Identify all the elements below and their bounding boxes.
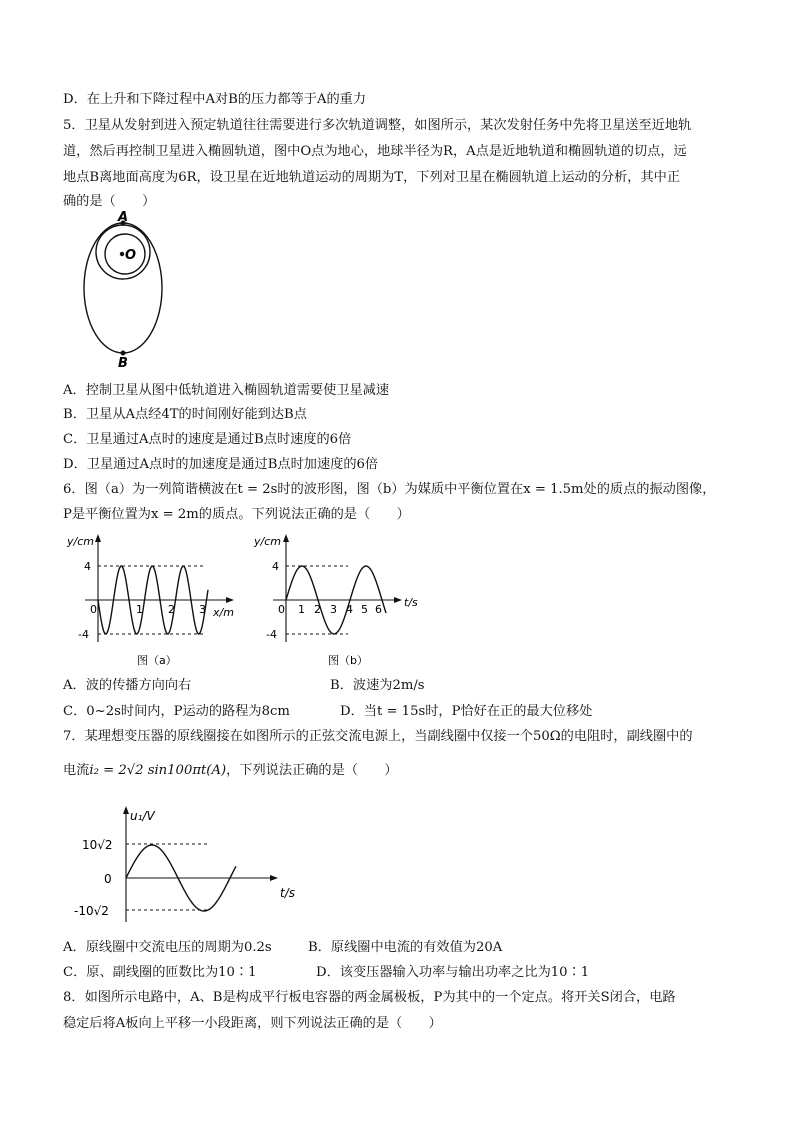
t-tick-2: 2	[314, 603, 321, 616]
y-axis-label: y/cm	[254, 535, 281, 548]
q5-option-c: C．卫星通过A点时的速度是通过B点时速度的6倍	[63, 432, 352, 447]
q7-option-b: B．原线圈中电流的有效值为20A	[308, 940, 503, 955]
t-axis-label: t/s	[280, 886, 295, 900]
q6-stem-line-1: 6．图（a）为一列简谐横波在t = 2s时的波形图，图（b）为媒质中平衡位置在x = 1.5m处的质点的振动图像，	[63, 482, 716, 497]
voltage-graph	[68, 800, 308, 925]
x-axis-arrow	[226, 597, 234, 603]
q7-option-c: C．原、副线圈的匝数比为10∶1	[63, 965, 257, 980]
label-o: O	[125, 248, 137, 263]
u-tick-zero: 0	[104, 872, 112, 886]
q8-stem-line-2: 稳定后将A板向上平移一小段距离，则下列说法正确的是（ ）	[63, 1016, 442, 1031]
q5-stem-line-1: 5．卫星从发射到进入预定轨道往往需要进行多次轨道调整，如图所示，某次发射任务中先将卫星送至近地轨	[63, 118, 692, 133]
y-tick-neg4: -4	[266, 628, 277, 641]
u-axis-arrow	[123, 806, 129, 814]
x-tick-2: 2	[168, 603, 175, 616]
elliptical-orbit	[84, 223, 162, 353]
q5-option-a: A．控制卫星从图中低轨道进入椭圆轨道需要使卫星减速	[63, 383, 390, 398]
q7-stem-post: ，下列说法正确的是（ ）	[226, 763, 398, 778]
caption-b: 图（b）	[328, 654, 368, 667]
q5-stem-line-4: 确的是（ ）	[63, 194, 156, 209]
x-tick-0: 0	[90, 603, 97, 616]
u-tick-min: -10√2	[74, 904, 109, 918]
q7-option-d: D．该变压器输入功率与输出功率之比为10∶1	[316, 965, 590, 980]
q6-option-d: D．当t = 15s时，P恰好在正的最大位移处	[340, 704, 593, 719]
q7-option-a: A．原线圈中交流电压的周期为0.2s	[63, 940, 272, 955]
t-tick-4: 4	[346, 603, 353, 616]
t-tick-3: 3	[330, 603, 337, 616]
q7-stem-pre: 电流	[63, 763, 90, 778]
caption-a: 图（a）	[137, 654, 177, 667]
y-axis-arrow	[95, 534, 101, 542]
x-tick-3: 3	[199, 603, 206, 616]
q6-option-a: A．波的传播方向向右	[63, 678, 192, 693]
y-axis-label: y/cm	[67, 535, 94, 548]
q5-option-b: B．卫星从A点经4T的时间刚好能到达B点	[63, 407, 307, 422]
y-axis-arrow	[283, 534, 289, 542]
t-axis-arrow	[394, 597, 402, 603]
x-tick-1: 1	[136, 603, 143, 616]
t-tick-5: 5	[361, 603, 368, 616]
y-tick-4: 4	[84, 560, 91, 573]
t-tick-6: 6	[375, 603, 382, 616]
q6-option-b: B．波速为2m/s	[330, 678, 425, 693]
q5-option-d: D．卫星通过A点时的加速度是通过B点时加速度的6倍	[63, 457, 379, 472]
point-o-dot	[120, 252, 124, 256]
orbit-diagram	[78, 210, 168, 370]
t-tick-0: 0	[278, 603, 285, 616]
q7-stem-line-2	[63, 761, 398, 781]
label-b: B	[118, 356, 128, 370]
x-axis-label: x/m	[213, 606, 234, 619]
point-b-dot	[121, 351, 126, 356]
wave-graph-a	[65, 530, 245, 672]
q5-stem-line-3: 地点B离地面高度为6R，设卫星在近地轨道运动的周期为T，下列对卫星在椭圆轨道上运动的分析，其中正	[63, 170, 681, 185]
u-axis-label: u₁/V	[130, 809, 155, 823]
t-axis-arrow	[270, 875, 278, 881]
current-formula: i₂ = 2√2 sin100πt(A)	[89, 763, 227, 778]
y-tick-neg4: -4	[78, 628, 89, 641]
q8-stem-line-1: 8．如图所示电路中，A、B是构成平行板电容器的两金属极板，P为其中的一个定点。将开关S闭合，电路	[63, 990, 676, 1005]
u-tick-max: 10√2	[82, 838, 113, 852]
t-axis-label: t/s	[404, 596, 418, 609]
q5-stem-line-2: 道，然后再控制卫星进入椭圆轨道，图中O点为地心，地球半径为R，A点是近地轨道和椭圆轨道的切点，远	[63, 144, 687, 159]
q7-stem-line-1: 7．某理想变压器的原线圈接在如图所示的正弦交流电源上，当副线圈中仅接一个50Ω的电阻时，副线圈中的	[63, 729, 693, 744]
q4-option-d: D．在上升和下降过程中A对B的压力都等于A的重力	[63, 92, 367, 107]
label-a: A	[118, 210, 129, 225]
vibration-graph-b	[248, 530, 428, 672]
near-earth-orbit	[96, 225, 150, 279]
y-tick-4: 4	[272, 560, 279, 573]
q6-option-c: C．0~2s时间内，P运动的路程为8cm	[63, 704, 290, 719]
t-tick-1: 1	[298, 603, 305, 616]
q6-stem-line-2: P是平衡位置为x = 2m的质点。下列说法正确的是（ ）	[63, 507, 410, 522]
